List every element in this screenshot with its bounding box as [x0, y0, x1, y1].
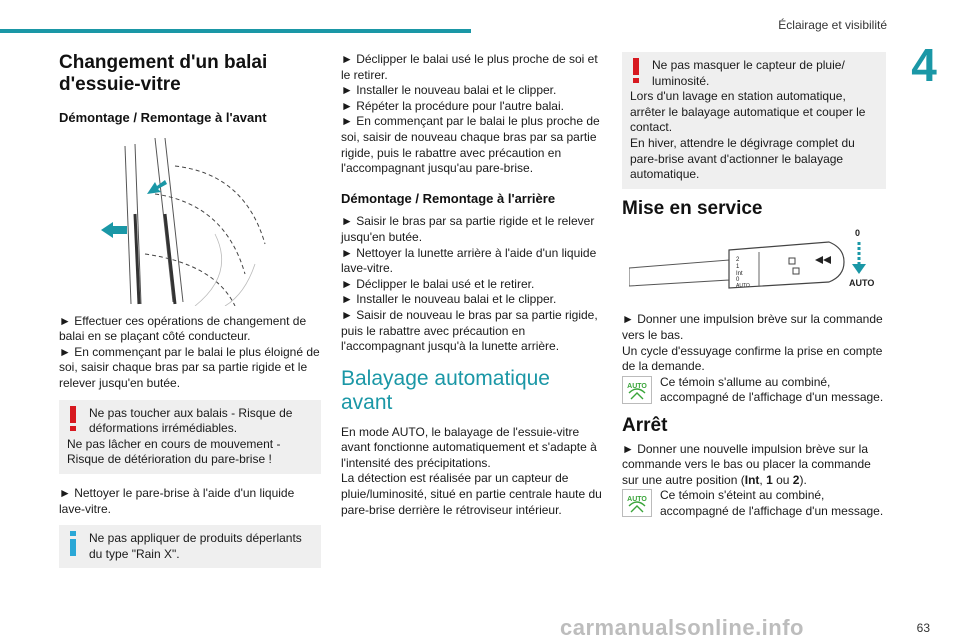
chapter-number: 4: [911, 39, 937, 91]
wiper-stalk-illustration: [629, 224, 879, 304]
body-text: En mode AUTO, le balayage de l'essuie-vitre avant fonctionne automatiquement et s'adapte à l'intensité des précipitations.: [341, 424, 597, 470]
stalk-auto-label: AUTO: [849, 278, 875, 289]
section-title: Arrêt: [622, 414, 668, 436]
warning-text: Lors d'un lavage en station automatique, arrêter le balayage automatique et couper le contact.: [630, 89, 866, 135]
info-text: Ne pas appliquer de produits déperlants du type "Rain X".: [89, 531, 302, 561]
step-text: ► Déclipper le balai usé le plus proche de soi et le retirer.: [341, 52, 598, 82]
body-text: La détection est réalisée par un capteur de pluie/luminosité, situé en partie centrale haute du pare-brise derrière le rétroviseur intérieur.: [341, 471, 602, 517]
subsection-title: Démontage / Remontage à l'arrière: [341, 190, 556, 206]
warning-box: [622, 52, 886, 189]
body-text: Un cycle d'essuyage confirme la prise en compte de la demande.: [622, 343, 883, 374]
auto-wiper-lamp-icon: [622, 376, 652, 404]
indicator-text: Ce témoin s'allume au combiné, accompagné de l'affichage d'un message.: [660, 374, 884, 405]
wiper-symbol-icon: [623, 377, 651, 403]
step-text: ► Déclipper le balai usé et le retirer.: [341, 276, 535, 291]
step-text: ► Installer le nouveau balai et le clipper.: [341, 83, 557, 98]
warning-icon: [632, 58, 640, 88]
step-text: ► Saisir de nouveau le bras par sa partie rigide, puis le rabattre avec précaution en l'accompagnant jusqu'à la lunette arrière.: [341, 307, 598, 354]
wiper-illustration: [95, 134, 285, 306]
info-box: [59, 525, 321, 568]
indicator-row: [622, 488, 886, 519]
column-2: [341, 52, 604, 526]
stalk-position-zero: 0: [855, 228, 861, 239]
step-text: ► En commençant par le balai le plus proche de soi, saisir de nouveau chaque bras par sa partie rigide, puis le rabattre avec précaution en l'accompagnant jusqu'au pare-brise.: [341, 114, 600, 176]
step-text: ► Répéter la procédure pour l'autre balai.: [341, 98, 564, 113]
step-text: ► Donner une impulsion brève sur la commande vers le bas.: [622, 312, 883, 342]
warning-text: Ne pas masquer le capteur de pluie/ luminosité.: [652, 58, 845, 88]
watermark: carmanualsonline.info: [560, 615, 804, 640]
step-text: ► En commençant par le balai le plus éloigné de soi, saisir chaque bras par sa partie rigide et le relever jusqu'en butée.: [59, 344, 320, 390]
lamp-label: AUTO: [627, 382, 647, 390]
chapter-title: Éclairage et visibilité: [778, 18, 887, 32]
step-text: ► Effectuer ces opérations de changement de balai en se plaçant côté conducteur.: [59, 313, 307, 344]
info-icon: [69, 531, 77, 561]
step-text: ► Saisir le bras par sa partie rigide et le relever jusqu'en butée.: [341, 214, 595, 244]
column-3: [622, 52, 886, 527]
subsection-title: Démontage / Remontage à l'avant: [59, 110, 267, 125]
warning-text: Ne pas toucher aux balais - Risque de déformations irrémédiables.: [89, 405, 293, 436]
wiper-symbol-icon: [623, 490, 651, 516]
warning-icon: [69, 406, 77, 436]
indicator-text: Ce témoin s'éteint au combiné, accompagné de l'affichage d'un message.: [660, 488, 884, 518]
step-text: ► Installer le nouveau balai et le clipper.: [341, 292, 557, 307]
warning-text: En hiver, attendre le dégivrage complet du pare-brise avant d'actionner le balayage automatique.: [630, 135, 855, 182]
indicator-row: [622, 375, 886, 406]
auto-wiper-lamp-icon: [622, 489, 652, 517]
header-accent-bar: [0, 29, 471, 33]
step-text: ► Nettoyer le pare-brise à l'aide d'un liquide lave-vitre.: [59, 485, 295, 516]
warning-box: [59, 400, 321, 474]
step-text: ► Donner une nouvelle impulsion brève sur la commande vers le bas ou placer la commande sur une autre position (Int, 1 ou 2).: [622, 441, 871, 487]
section-title: Balayage automatique avant: [341, 366, 550, 414]
column-1: [59, 52, 321, 580]
page-number: 63: [916, 621, 930, 635]
stalk-position-label: 0: [736, 277, 740, 284]
warning-text: Ne pas lâcher en cours de mouvement - Risque de détérioration du pare-brise !: [67, 436, 281, 467]
stalk-position-label: 1: [736, 264, 740, 271]
stalk-position-label: AUTO: [736, 283, 750, 290]
lamp-label: AUTO: [627, 496, 647, 504]
section-title: Changement d'un balai d'essuie-vitre: [59, 52, 268, 95]
stalk-position-label: 2: [736, 257, 740, 264]
step-text: ► Nettoyer la lunette arrière à l'aide d'un liquide lave-vitre.: [341, 245, 597, 276]
stalk-position-label: Int: [736, 271, 743, 278]
section-title: Mise en service: [622, 197, 763, 219]
